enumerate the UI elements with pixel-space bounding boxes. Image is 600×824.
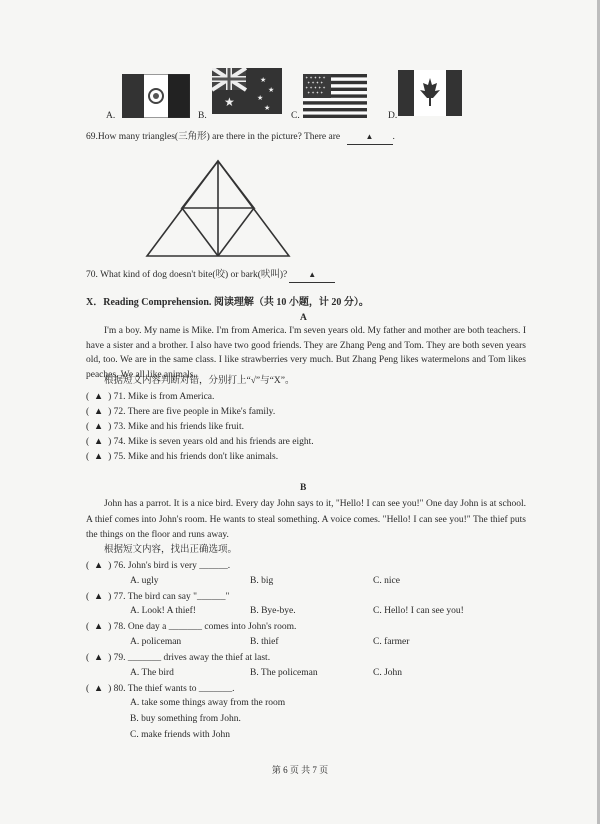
flag-letter-a: A.: [106, 111, 116, 121]
flag-option-b: [198, 68, 288, 120]
answer-slot-74[interactable]: ▲: [93, 437, 104, 447]
question-73-text: ) 73. Mike and his friends like fruit.: [108, 422, 244, 432]
option-78-b[interactable]: B. thief: [250, 637, 279, 647]
question-71-text: ) 71. Mike is from America.: [108, 392, 215, 402]
flag-option-c: [291, 72, 371, 122]
paren-open-79: (: [86, 653, 90, 663]
svg-text:★: ★: [257, 94, 264, 102]
question-76: [86, 560, 230, 573]
question-69: [86, 130, 395, 145]
answer-slot-78[interactable]: ▲: [93, 622, 104, 632]
passage-a-body: I'm a boy. My name is Mike. I'm from America. I'm seven years old. My father and mother are both teachers. I have a sister and a brother. I also have two good friends. They are Zhang Peng and Tom. They are both seven years old, too. We are in the same class. I like strawberries very much. But Zhang Peng likes watermelons and Tom likes peaches. We all like animals.: [86, 326, 526, 380]
question-78: [86, 621, 296, 634]
question-75: [86, 451, 278, 464]
option-80-c[interactable]: C. make friends with John: [130, 730, 231, 740]
option-78-a[interactable]: A. policeman: [130, 637, 182, 647]
question-69-text: 69.How many triangles(三角形) are there in the picture? There are: [86, 132, 341, 142]
flag-letter-c: C.: [291, 111, 300, 121]
passage-b-text: [86, 497, 526, 544]
answer-slot-80[interactable]: ▲: [93, 684, 104, 694]
option-79-b[interactable]: B. The policeman: [250, 668, 318, 678]
flag-letter-b: B.: [198, 111, 207, 121]
answer-blank-70: [289, 268, 335, 283]
svg-text:✦ ✦ ✦ ✦: ✦ ✦ ✦ ✦: [307, 90, 324, 95]
paren-open-76: (: [86, 561, 90, 571]
question-69-end: .: [392, 132, 395, 142]
triangle-figure: [144, 158, 292, 260]
passage-a-text: [86, 324, 526, 382]
paren-open-78: (: [86, 622, 90, 632]
paren-open-75: (: [86, 452, 90, 462]
option-76-a[interactable]: A. ugly: [130, 576, 159, 586]
paren-open-77: (: [86, 592, 90, 602]
option-78-c[interactable]: C. farmer: [373, 637, 410, 647]
passage-b-body: John has a parrot. It is a nice bird. Every day John says to it, "Hello! I can see you!" One day John is at school. A thief comes into John's room. He wants to steal something. A voice comes. "Hello! I can see you!" The thief puts the things on the floor and runs away.: [86, 499, 526, 540]
question-76-text: ) 76. John's bird is very ______.: [108, 561, 231, 571]
flag-option-d: [388, 70, 468, 122]
question-74-text: ) 74. Mike is seven years old and his friends are eight.: [108, 437, 314, 447]
answer-slot-77[interactable]: ▲: [93, 592, 104, 602]
passage-b-instruction: 根据短文内容，找出正确选项。: [104, 545, 238, 555]
question-79-text: ) 79. _______ drives away the thief at last.: [108, 653, 271, 663]
svg-text:★: ★: [264, 104, 271, 112]
usa-flag-icon: [303, 74, 367, 118]
paren-open-72: (: [86, 407, 90, 417]
answer-slot-76[interactable]: ▲: [93, 561, 104, 571]
page-number: 第 6 页 共 7 页: [271, 765, 329, 775]
svg-text:✦ ✦ ✦ ✦ ✦: ✦ ✦ ✦ ✦ ✦: [305, 75, 326, 80]
paren-open-71: (: [86, 392, 90, 402]
australia-flag-icon: [212, 68, 282, 114]
question-74: [86, 436, 314, 449]
paren-open-74: (: [86, 437, 90, 447]
question-80: [86, 683, 235, 696]
answer-slot-73[interactable]: ▲: [93, 422, 104, 432]
question-73: [86, 421, 244, 434]
passage-a-instruction: 根据短文内容判断对错，分别打上“√”与“X”。: [104, 376, 295, 386]
option-77-b[interactable]: B. Bye-bye.: [250, 606, 296, 616]
blank-marker-70: ▲: [308, 270, 317, 279]
question-77-text: ) 77. The bird can say "______": [108, 592, 230, 602]
svg-text:✦ ✦ ✦ ✦: ✦ ✦ ✦ ✦: [307, 80, 324, 85]
question-72: [86, 406, 275, 419]
paren-open-73: (: [86, 422, 90, 432]
question-70: [86, 268, 335, 283]
answer-slot-71[interactable]: ▲: [93, 392, 104, 402]
answer-slot-79[interactable]: ▲: [93, 653, 104, 663]
option-77-a[interactable]: A. Look! A thief!: [130, 606, 196, 616]
flag-option-a: [106, 72, 191, 122]
question-77: [86, 591, 229, 604]
svg-text:★: ★: [224, 95, 235, 109]
answer-slot-75[interactable]: ▲: [93, 452, 104, 462]
option-76-b[interactable]: B. big: [250, 576, 274, 586]
question-72-text: ) 72. There are five people in Mike's family.: [108, 407, 276, 417]
question-70-text: 70. What kind of dog doesn't bite(咬) or bark(吠叫)?: [86, 270, 288, 280]
passage-a-heading: A: [300, 313, 307, 323]
option-76-c[interactable]: C. nice: [373, 576, 400, 586]
paren-open-80: (: [86, 684, 90, 694]
question-75-text: ) 75. Mike and his friends don't like animals.: [108, 452, 279, 462]
svg-text:★: ★: [260, 76, 267, 84]
answer-slot-72[interactable]: ▲: [93, 407, 104, 417]
svg-text:★: ★: [268, 86, 275, 94]
option-79-c[interactable]: C. John: [373, 668, 403, 678]
canada-flag-icon: [398, 70, 462, 116]
question-71: [86, 391, 214, 404]
option-77-c[interactable]: C. Hello! I can see you!: [373, 606, 464, 616]
option-80-b[interactable]: B. buy something from John.: [130, 714, 241, 724]
option-80-a[interactable]: A. take some things away from the room: [130, 698, 286, 708]
section-title: X．Reading Comprehension. 阅读理解（共 10 小题，计 20 分）。: [86, 297, 369, 308]
question-78-text: ) 78. One day a _______ comes into John's room.: [108, 622, 297, 632]
option-79-a[interactable]: A. The bird: [130, 668, 174, 678]
passage-b-heading: B: [300, 483, 307, 493]
mexico-flag-icon: [122, 74, 190, 118]
question-79: [86, 652, 270, 665]
answer-blank-69: [347, 130, 393, 145]
blank-marker-69: ▲: [365, 132, 374, 141]
svg-text:✦ ✦ ✦ ✦ ✦: ✦ ✦ ✦ ✦ ✦: [305, 85, 326, 90]
flag-letter-d: D.: [388, 111, 398, 121]
question-80-text: ) 80. The thief wants to _______.: [108, 684, 235, 694]
